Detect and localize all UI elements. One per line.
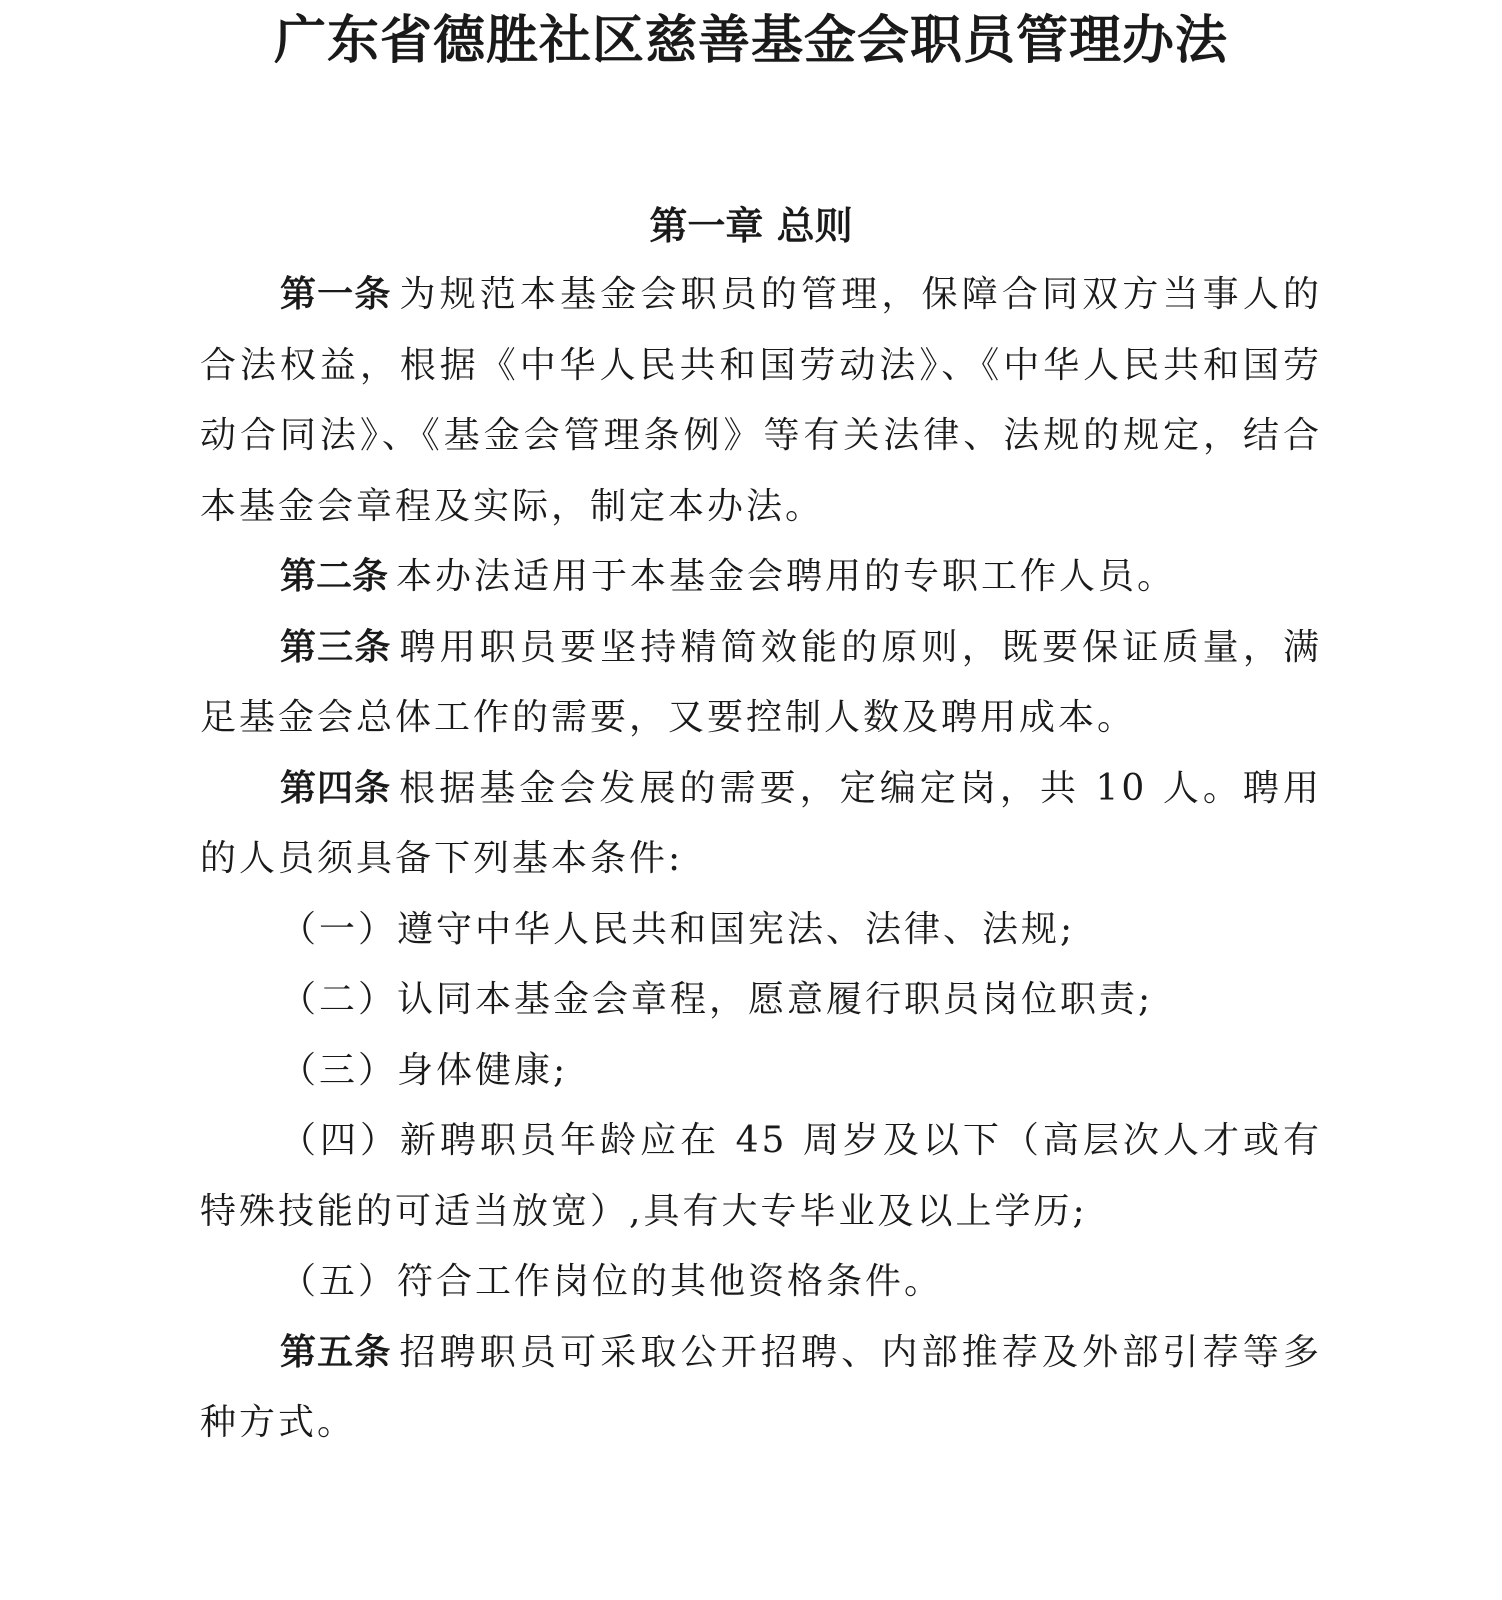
article-label: 第五条 — [280, 1331, 392, 1373]
article-2 — [200, 542, 1322, 613]
article-3 — [200, 613, 1322, 754]
document-title: 广东省德胜社区慈善基金会职员管理办法 — [273, 11, 1228, 71]
article-5 — [200, 1318, 1322, 1459]
article-label: 第三条 — [280, 626, 392, 668]
condition-item-4: （四）新聘职员年龄应在 45 周岁及以下（高层次人才或有特殊技能的可适当放宽）,具有大专毕业及以上学历; — [200, 1120, 1322, 1232]
article-label: 第二条 — [280, 556, 389, 597]
chapter-heading: 第一章 总则 — [649, 204, 853, 248]
document-body — [200, 260, 1322, 1459]
article-1 — [200, 260, 1322, 542]
article-text: 根据基金会发展的需要，定编定岗，共 10 人。聘用的人员须具备下列基本条件: — [200, 767, 1322, 879]
condition-item-2: （二）认同本基金会章程，愿意履行职员岗位职责; — [280, 979, 1154, 1020]
article-label: 第一条 — [280, 274, 392, 315]
article-text: 为规范本基金会职员的管理，保障合同双方当事人的合法权益，根据《中华人民共和国劳动法》、《中华人民共和国劳动合同法》、《基金会管理条例》等有关法律、法规的规定，结合本基金会章程及实际，制定本办法。 — [200, 274, 1322, 527]
article-4 — [200, 754, 1322, 895]
condition-item-3: （三）身体健康; — [280, 1049, 569, 1091]
condition-item-5: （五）符合工作岗位的其他资格条件。 — [280, 1261, 944, 1302]
article-label: 第四条 — [280, 767, 392, 809]
condition-item-1: （一）遵守中华人民共和国宪法、法律、法规; — [280, 908, 1076, 950]
article-text: 聘用职员要坚持精简效能的原则，既要保证质量，满足基金会总体工作的需要，又要控制人数及聘用成本。 — [200, 626, 1322, 738]
article-text: 本办法适用于本基金会聘用的专职工作人员。 — [396, 556, 1177, 597]
article-text: 招聘职员可采取公开招聘、内部推荐及外部引荐等多种方式。 — [200, 1331, 1322, 1443]
